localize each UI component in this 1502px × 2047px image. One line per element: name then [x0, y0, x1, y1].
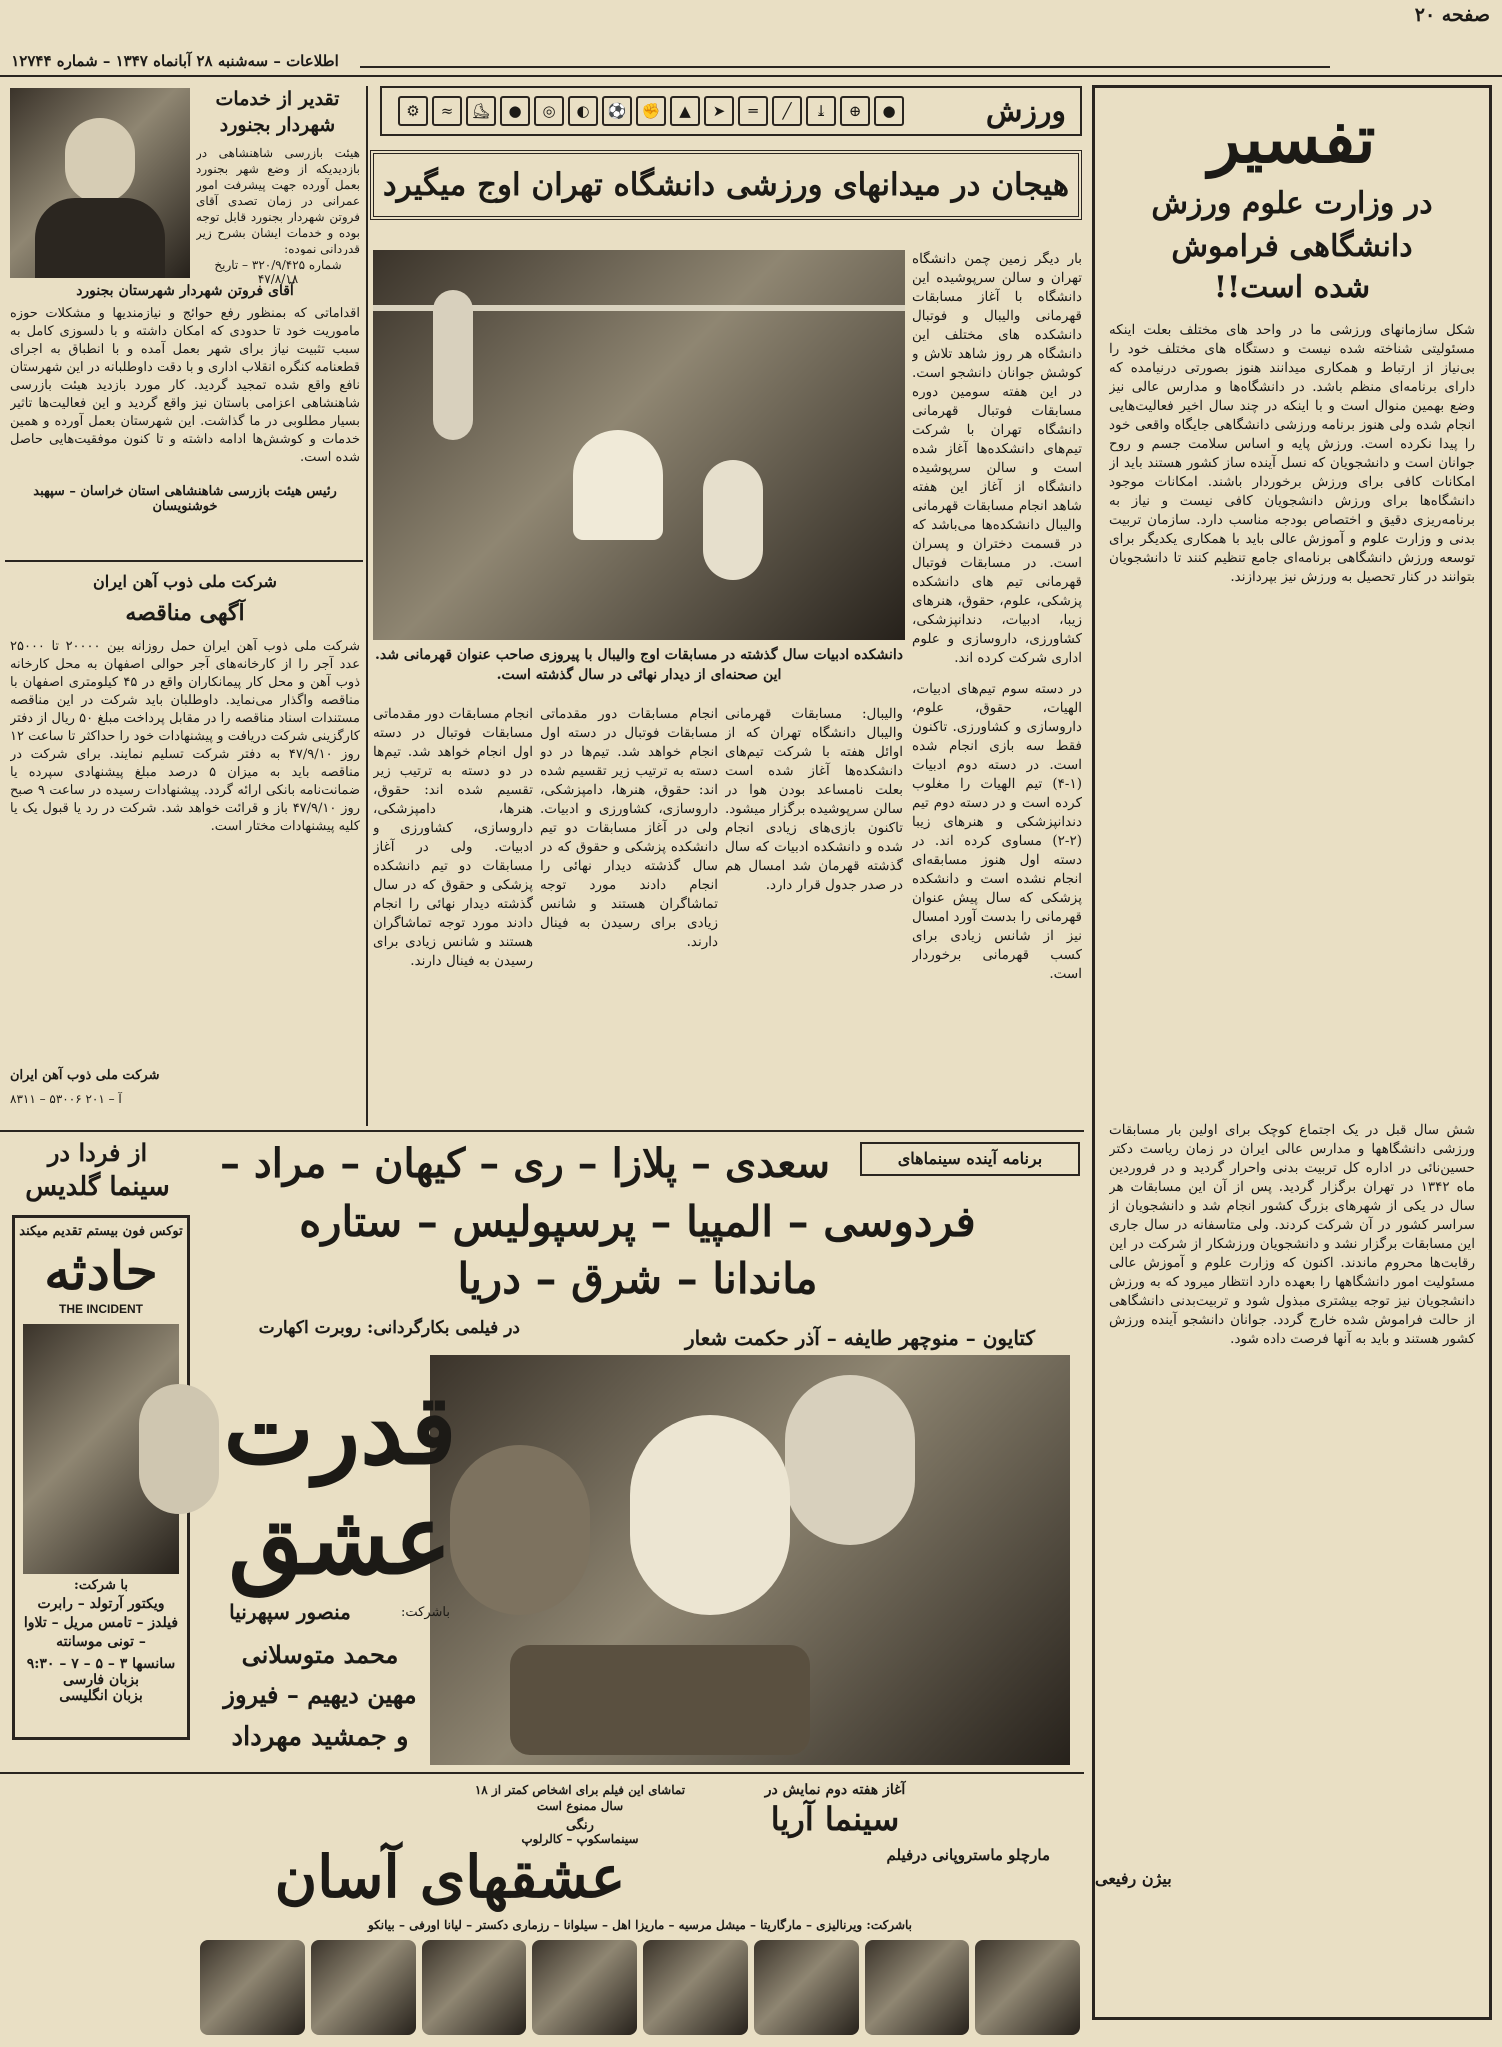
aria-faces — [200, 1940, 1080, 2035]
football-icon: ⚽ — [602, 96, 632, 126]
tender-code: ۸۳۱۱ – ۵۳۰۰۶ آ – ۲۰۱ — [10, 1092, 122, 1106]
face-4 — [532, 1940, 637, 2035]
commentary-headline-1: در وزارت علوم ورزش — [1151, 186, 1433, 221]
sport-article-3: انجام مسابقات دور مقدماتی مسابقات فوتبال در دسته اول انجام خواهد شد. تیم‌ها در دو دسته به ترتیب زیر تقسیم شده اند: حقوق، هنرها، دامپزشکی، داروسازی، کشاورزی و ادبیات. ولی در آغاز مسابقات دو تیم دانشکده پزشکی و حقوق که در سال گذشته دیدار نهائی را انجام دادند مورد توجه تماشاگران هستند و شانس زیادی برای رسیدن به فینال دارند. — [540, 706, 718, 950]
tender-company: شرکت ملی ذوب آهن ایران — [93, 572, 277, 591]
glades-cinema: سینما گلدیس — [25, 1172, 170, 1202]
mayor-suit — [35, 198, 165, 278]
sport-article-2: در دسته سوم تیم‌های ادبیات، الهیات، حقوق، علوم، داروسازی و کشاورزی. تاکنون فقط سه بازی انجام شده است. در دسته دوم ادبیات (۱-۴) تیم الهیات را مغلوب کرده است و در دسته دوم تیم دندانپزشکی و هنرهای زیبا (۲-۲) مساوی کرده اند. در دسته اول هنوز مسابقه‌ای انجام نشده است و دانشکده پزشکی که سال پیش عنوان قهرمانی را بدست آورد امسال نیز از شانس زیادی برای کسب قهرمانی برخوردار است. — [912, 681, 1082, 982]
notice-1-title-2: شهردار بجنورد — [219, 114, 336, 136]
photo-caption: دانشکده ادبیات سال گذشته در مسابقات اوج والیبال با پیروزی صاحب عنوان قهرمانی شد. این صحنه‌ای از دیدار نهائی در سال گذشته است. — [375, 647, 903, 683]
notice-1-title-1: تقدیر از خدمات — [215, 88, 340, 110]
glades-actor — [139, 1384, 219, 1514]
photo-player-standing — [433, 290, 473, 440]
sport-article-3b: انجام مسابقات دور مقدماتی مسابقات فوتبال در دسته اول انجام خواهد شد. تیم‌ها در دو دسته به ترتیب زیر تقسیم شده اند: حقوق، هنرها، دامپزشکی، داروسازی، کشاورزی و ادبیات. ولی در آغاز مسابقات دو تیم دانشکده پزشکی و حقوق که در سال گذشته دیدار نهائی را انجام دادند مورد توجه تماشاگران هستند و شانس زیادی برای رسیدن به فینال دارند. — [373, 706, 533, 969]
notice-1-intro: هیئت بازرسی شاهنشاهی در بازدیدیکه از وضع شهر بجنورد بعمل آورده جهت پیشرفت امور عمرانی در زمان تصدی آقای فروتن شهردار بجنورد قابل توجه بوده و خدمات ایشان بشرح زیر قدردانی نموده: — [196, 146, 360, 255]
aria-note: تماشای این فیلم برای اشخاص کمتر از ۱۸ سال ممنوع است — [474, 1783, 686, 1813]
sport-section-title: ورزش — [985, 93, 1066, 129]
bicycle-icon: ⚙ — [398, 96, 428, 126]
mayor-portrait — [10, 88, 190, 278]
notice-1-body: اقداماتی که بمنظور رفع حوائج و نیازمندیها و مشکلات حوزه ماموریت خود تا حدودی که امکان داشته و با دلسوزی کامل به سبب تثبیت نیاز برای شهر بعمل آمده و با انطباق به اجرای قطعنامه کنگره انقلاب اداری و با دقت داوطلبانه در این شهرستان نافع واقع شده تمجید گردید. کار مورد بازدید هیئت بازرسی شاهنشاهی اعزامی باستان نیز واقع گردید و این فعالیت‌ها تاثیر بسیار مطلوبی در ما گذاشت. این شهرستان بعمل آورده و همین خدمات و کوشش‌ها ادامه داشته و تا کنون موفقیت‌هایی حاصل شده است. — [10, 306, 360, 465]
commentary-body: شکل سازمانهای ورزشی ما در واحد های مختلف بعلت اینکه مسئولیتی شناخته شده نیست و دستگاه های مختلف خود را بی‌نیاز از ارتباط و همکاری میدانند هنوز بصورتی درنیامده که دارای برنامه‌ای منظم باشد. در دانشگاه‌ها و مدارس عالی نیز وضع بهمین منوال است و با اینکه در چند سال اخیر فعالیت‌هایی انجام شده ولی هنوز برنامه ورزشی دانشگاهی جایگاه واقعی خود را پیدا نکرده است. ورزش پایه و اساس سلامت جسم و روح جوانان است و دانشجویان که نسل آینده ساز کشور هستند باید از امکانات کافی برای ورزش برخوردار باشند. امکانات موجود دانشگاه‌ها برای ورزش دانشجویان کافی نیست و نیاز به برنامه‌ریزی دقیق و اختصاص بودجه مناسب دارد. سازمان تربیت بدنی و وزارت علوم و آموزش عالی باید با همکاری یکدیگر برای توسعه ورزش دانشگاهی برنامه‌ای جامع تنظیم کنند تا دانشجویان بتوانند در کنار تحصیل به ورزش نیز بپردازند. — [1109, 322, 1475, 585]
cinemas-line-2: فردوسی – المپیا – پرسپولیس – ستاره — [299, 1197, 976, 1246]
sport-headline: هیجان در میدانهای ورزشی دانشگاه تهران اوج میگیرد — [370, 150, 1082, 220]
glades-lang-1: بزبان فارسی — [62, 1672, 140, 1688]
glades-top: از فردا در — [47, 1138, 148, 1167]
aria-cinema: سینما آریا — [770, 1800, 900, 1838]
aria-title: عشقهای آسان — [274, 1843, 626, 1911]
movie-cast-3: مهین دیهیم – فیروز — [223, 1680, 417, 1709]
basketball-icon: ◎ — [534, 96, 564, 126]
glades-photo — [23, 1324, 179, 1574]
photo-player-falling — [573, 430, 663, 540]
ball-icon: ● — [874, 96, 904, 126]
face-5 — [643, 1940, 748, 2035]
actress-left — [785, 1375, 915, 1545]
masthead-rule — [360, 66, 1330, 68]
cinemas-line-1: سعدی – پلازا – ری – کیهان – مراد – — [219, 1140, 831, 1187]
sport-article-1: بار دیگر زمین چمن دانشگاه تهران و سالن سرپوشیده این دانشگاه با آغاز مسابقات قهرمانی والیبال و فوتبال دانشکده های مختلف این دانشگاه هر روز شاهد تلاش و کوشش جوانان دانشجو است. در این هفته سومین دوره مسابقات فوتبال قهرمانی دانشگاه تهران با شرکت تیم‌های دانشکده‌ها آغاز شده است و سالن سرپوشیده دانشگاه از آغاز این هفته شاهد انجام مسابقات قهرمانی والیبال دانشکده‌ها می‌باشد که در قسمت دختران و پسران است. در مسابقات فوتبال قهرمانی تیم های دانشکده پزشکی، علوم، حقوق، هنرهای زیبا، ادبیات، دندانپزشکی، کشاورزی، داروسازی و علوم اداری شرکت کرده اند. — [912, 251, 1082, 666]
fencing-icon: ╱ — [772, 96, 802, 126]
cinemas-line-3: ماندانا – شرق – دریا — [457, 1254, 818, 1303]
movie-cast-2: محمد متوسلانی — [241, 1640, 399, 1669]
swimming-icon: ≈ — [432, 96, 462, 126]
movie-title-1: قدرت — [223, 1373, 457, 1486]
aria-studio: سینماسکوپ – کالرلوپ — [521, 1832, 639, 1846]
notice-1-signature: رئیس هیئت بازرسی شاهنشاهی استان خراسان – سپهبد خوشنویسان — [33, 484, 337, 514]
face-7 — [865, 1940, 970, 2035]
face-8 — [975, 1940, 1080, 2035]
commentary-logo: تفسیر — [1208, 100, 1376, 178]
face-6 — [754, 1940, 859, 2035]
glades-box — [12, 1215, 190, 1740]
skating-icon: ⛸ — [466, 96, 496, 126]
glades-title: حادثه — [44, 1241, 158, 1302]
volleyball-icon: ◐ — [568, 96, 598, 126]
glades-cast: ویکتور آرتولد – رابرت فیلدز – تامس مریل – تلاوا – تونی موسانته — [23, 1596, 179, 1650]
glades-producer: توکس فون بیستم تقدیم میکند — [19, 1224, 183, 1239]
aria-cast: باشرکت: ویرنالیزی – مارگاریتا – میشل مرسیه – ماریزا اهل – سیلوانا – رزماری دکستر – لیانا اورفی – بیانکو — [367, 1918, 913, 1932]
commentary-headline-3: شده است!! — [1213, 270, 1371, 305]
movie-title-2: عشق — [228, 1483, 452, 1596]
page-number: صفحه ۲۰ — [1414, 4, 1490, 26]
glades-title-en: THE INCIDENT — [59, 1302, 143, 1316]
dateline: اطلاعات – سه‌شنبه ۲۸ آبانماه ۱۳۴۷ – شماره ۱۲۷۴۴ — [11, 52, 339, 70]
aria-director: مارچلو ماستروپانی درفیلم — [886, 1846, 1050, 1864]
volleyball-photo — [373, 250, 905, 640]
actress-center — [630, 1415, 790, 1615]
face-2 — [311, 1940, 416, 2035]
sport-article-4: والیبال: مسابقات قهرمانی والیبال دانشگاه تهران که از اوائل هفته با شرکت تیم‌های دانشکده‌ها آغاز شده است بعلت نامساعد بودن هوا در سالن سرپوشیده برگزار میشود. تاکنون بازی‌های زیادی انجام شده و دانشکده ادبیات که سال گذشته قهرمان شد امسال هم در صدر جدول قرار دارد. — [725, 706, 903, 893]
aria-color: رنگی — [566, 1818, 594, 1833]
notice-1-ref: شماره ۳۲۰/۹/۴۲۵ – تاریخ ۴۷/۸/۱۸ — [214, 258, 342, 286]
glades-times: سانسها ۳ – ۵ – ۷ – ۹:۳۰ — [26, 1656, 176, 1672]
glades-lang-2: بزبان انگلیسی — [59, 1688, 143, 1704]
with-label: باشرکت: — [401, 1605, 450, 1620]
group-faces — [510, 1645, 810, 1755]
tender-body: شرکت ملی ذوب آهن ایران حمل روزانه بین ۲۰۰۰۰ تا ۲۵۰۰۰ عدد آجر را از کارخانه‌های آجر حوالی اصفهان به محل کارخانه ذوب آهن و محل کار پیمانکاران واقع در ۴۵ کیلومتری اصفهان با مناقصه واگذار می‌نماید. داوطلبان باید شرکت در این مناقصه مستندات اسناد مناقصه را در مقابل پرداخت مبلغ ۵۰ ریال از دفتر کارگزینی شرکت دریافت و پیشنهادات خود را حداکثر تا ساعت ۱۲ روز ۴۷/۹/۱۰ به دفتر شرکت تسلیم نمایند. برای شرکت در مناقصه باید به میزان ۵ درصد مبلغ پیشنهادی سپرده یا ضمانت‌نامه بانکی ارائه گردد. پیشنهادات رسیده در ساعت ۹ صبح روز ۴۷/۹/۱۰ باز و قرائت خواهد شد. شرکت در رد یا قبول یک یا کلیه پیشنهادات مختار است. — [10, 639, 360, 834]
sport-icons — [396, 96, 906, 126]
movie-cast-4: و جمشید مهرداد — [231, 1722, 409, 1752]
tender-title: آگهی مناقصه — [125, 600, 245, 626]
commentary-body-2: شش سال قبل در یک اجتماع کوچک برای اولین بار مسابقات ورزشی دانشگاهها و مدارس عالی ایران در زمان ریاست دکتر حسین‌نائی در اداره کل تربیت بدنی واحرار گردید و در فروردین ماه ۱۳۴۲ در تهران برگزار گردید. پس از آن این مسابقات هر سال در یکی از شهرهای بزرگ کشور انجام شد و دانشجویان از سراسر کشور در آن شرکت کردند. ولی متاسفانه در سال جاری این مسابقات برگزار نشد و دانشجویان ورزشکار از شرکت در این رقابت‌ها محروم ماندند. اکنون که وزارت علوم و آموزش عالی مسئولیت امور دانشگاهها را بعهده دارد انتظار میرود که به ورزش دانشجویان نیز توجه بیشتری مبذول شود و تربیت‌بدنی دانشگاهی از حالت فراموش شده خارج گردد. جوانان دانشجو آینده ورزش کشور هستند و باید به آنها فرصت داده شود. — [1109, 1122, 1475, 1347]
weightlifting-icon: ═ — [738, 96, 768, 126]
face-1 — [200, 1940, 305, 2035]
tender-signature: شرکت ملی ذوب آهن ایران — [10, 1068, 160, 1083]
face-3 — [422, 1940, 527, 2035]
commentary-box — [1092, 85, 1492, 2020]
tennis-icon: ● — [500, 96, 530, 126]
shooting-icon: ⊕ — [840, 96, 870, 126]
mayor-face — [65, 118, 135, 203]
mayor-caption: آقای فروتن شهردار شهرستان بجنورد — [76, 283, 294, 299]
stars-credit: کتایون – منوچهر طایفه – آذر حکمت شعار — [685, 1326, 1035, 1350]
photo-player-right — [703, 460, 763, 580]
diving-icon: ⤓ — [806, 96, 836, 126]
director-credit: در فیلمی بکارگردانی: روبرت اکهارت — [258, 1318, 520, 1338]
commentary-headline-2: دانشگاهی فراموش — [1171, 229, 1413, 264]
boxing-icon: ▲ — [670, 96, 700, 126]
running-icon: ➤ — [704, 96, 734, 126]
movie-still — [430, 1355, 1070, 1765]
program-label: برنامه آینده سینماهای — [860, 1142, 1080, 1176]
glades-cast-label: با شرکت: — [74, 1578, 128, 1593]
actor-right — [450, 1445, 590, 1615]
commentary-author: بیژن رفیعی — [1095, 1869, 1172, 1888]
wrestling-icon: ✊ — [636, 96, 666, 126]
aria-start: آغاز هفته دوم نمایش در — [764, 1782, 906, 1798]
sport-banner — [380, 86, 1082, 136]
movie-cast-1: منصور سپهرنیا — [229, 1600, 351, 1624]
